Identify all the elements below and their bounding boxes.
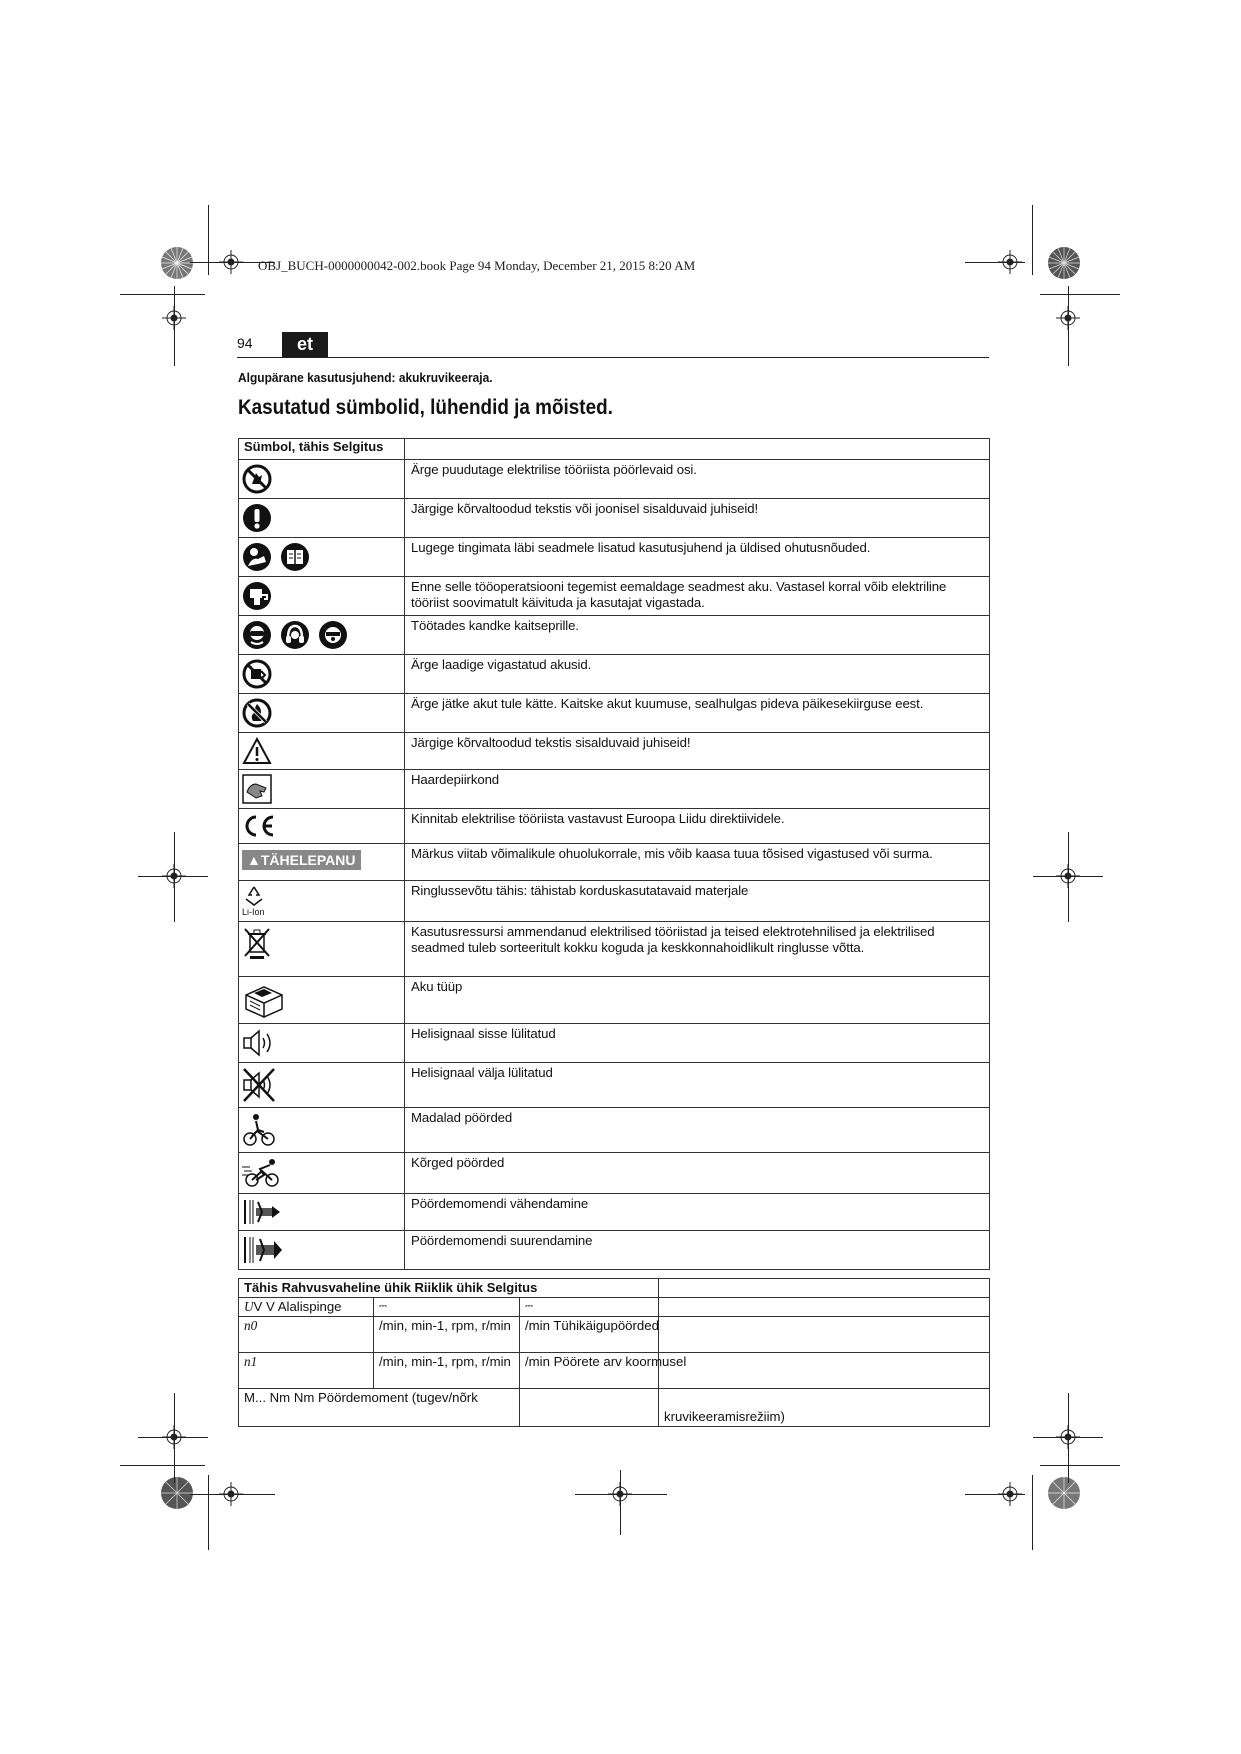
symbols-table	[238, 438, 990, 1270]
table-header: Tähis Rahvusvaheline ühik Riiklik ühik Selgitus	[239, 1279, 659, 1298]
torque-decrease-icon	[242, 1198, 282, 1226]
table-row	[239, 922, 990, 977]
row-description: Järgige kõrvaltoodud tekstis sisalduvaid juhiseid!	[405, 733, 990, 770]
unit-symbol: n1	[244, 1354, 258, 1369]
header-rule	[237, 357, 989, 358]
row-description: Ärge puudutage elektrilise tööriista pöörlevaid osi.	[405, 460, 990, 499]
page-number: 94	[237, 335, 253, 351]
face-protection-icon	[318, 620, 348, 650]
slow-bicycle-icon	[242, 1112, 276, 1148]
section-title: Kasutatud sümbolid, lühendid ja mõisted.	[238, 396, 613, 419]
no-damaged-battery-icon	[242, 659, 272, 689]
table-row	[239, 733, 990, 770]
table-row	[239, 577, 990, 616]
attention-badge: ▲TÄHELEPANU	[242, 850, 361, 870]
table-row	[239, 809, 990, 844]
row-description: Haardepiirkond	[405, 770, 990, 809]
remove-battery-icon	[242, 581, 272, 611]
unit-international: ⎓	[374, 1298, 520, 1317]
table-row	[239, 616, 990, 655]
table-row	[239, 499, 990, 538]
row-description: Töötades kandke kaitseprille.	[405, 616, 990, 655]
table-header: Sümbol, tähis Selgitus	[239, 439, 405, 460]
unit-symbol: n0	[244, 1318, 258, 1333]
fast-bicycle-icon	[242, 1157, 282, 1189]
recycle-icon	[242, 885, 266, 907]
unit-explanation	[659, 1353, 990, 1389]
registration-rosette-icon	[160, 246, 194, 280]
row-description: Ärge jätke akut tule kätte. Kaitske akut kuumuse, sealhulgas pideva päikesekiirguse eest.	[405, 694, 990, 733]
unit-national	[520, 1389, 659, 1427]
unit-national: ⎓	[520, 1298, 659, 1317]
table-row	[239, 1298, 990, 1317]
weee-bin-icon	[242, 926, 272, 960]
sound-off-icon	[242, 1067, 278, 1103]
unit-national: /min Tühikäigupöörded	[520, 1317, 659, 1353]
table-row	[239, 1317, 990, 1353]
table-header-row	[239, 1279, 990, 1298]
mandatory-icon	[242, 503, 272, 533]
ear-protection-icon	[280, 620, 310, 650]
table-row	[239, 1153, 990, 1194]
no-touch-rotating-icon	[242, 464, 272, 494]
warning-triangle-icon: ▲	[247, 852, 261, 868]
row-description: Madalad pöörded	[405, 1108, 990, 1153]
row-description: Helisignaal välja lülitatud	[405, 1063, 990, 1108]
table-row	[239, 1194, 990, 1231]
sound-on-icon	[242, 1028, 278, 1058]
unit-explanation: kruvikeeramisrežiim)	[659, 1389, 990, 1427]
read-manual-icon	[280, 542, 310, 572]
table-header-row	[239, 439, 990, 460]
document-subtitle: Algupärane kasutusjuhend: akukruvikeeraja.	[238, 370, 493, 385]
table-row	[239, 655, 990, 694]
row-description: Ringlussevõtu tähis: tähistab korduskasutatavaid materjale	[405, 881, 990, 922]
row-description: Pöördemomendi vähendamine	[405, 1194, 990, 1231]
registration-rosette-icon	[1047, 246, 1081, 280]
table-row	[239, 977, 990, 1024]
unit-explanation	[659, 1317, 990, 1353]
unit-description: M... Nm Nm Pöördemoment (tugev/nõrk	[239, 1389, 520, 1427]
unit-description: V V Alalispinge	[253, 1299, 342, 1314]
row-description: Ärge laadige vigastatud akusid.	[405, 655, 990, 694]
table-row	[239, 1389, 990, 1427]
language-badge: et	[282, 332, 328, 357]
table-row	[239, 1063, 990, 1108]
unit-symbol: U	[244, 1299, 254, 1314]
row-description: Kasutusressursi ammendanud elektrilised tööriistad ja teised elektrotehnilised ja elektrilised seadmed tuleb sorteeritult kokku koguda ja keskkonnahoidlikult ringlusse võtta.	[405, 922, 990, 977]
unit-explanation	[659, 1298, 990, 1317]
row-description: Lugege tingimata läbi seadmele lisatud kasutusjuhend ja üldised ohutusnõuded.	[405, 538, 990, 577]
table-row	[239, 694, 990, 733]
print-header: OBJ_BUCH-0000000042-002.book Page 94 Monday, December 21, 2015 8:20 AM	[258, 258, 696, 273]
registration-rosette-icon	[1047, 1476, 1081, 1510]
unit-national: /min Pöörete arv koormusel	[520, 1353, 659, 1389]
read-manual-person-icon	[242, 542, 272, 572]
table-row	[239, 1353, 990, 1389]
table-row	[239, 1108, 990, 1153]
unit-international: /min, min-1, rpm, r/min	[374, 1353, 520, 1389]
ce-mark-icon	[242, 813, 276, 839]
table-row	[239, 844, 990, 881]
grip-area-icon	[242, 774, 272, 804]
li-ion-label: Li-Ion	[242, 907, 265, 917]
table-row	[239, 1024, 990, 1063]
registration-rosette-icon	[160, 1476, 194, 1510]
torque-increase-icon	[242, 1235, 282, 1265]
safety-goggles-icon	[242, 620, 272, 650]
row-description: Aku tüüp	[405, 977, 990, 1024]
units-table	[238, 1278, 990, 1427]
table-row	[239, 1231, 990, 1270]
table-row	[239, 460, 990, 499]
no-fire-icon	[242, 698, 272, 728]
table-row	[239, 770, 990, 809]
battery-pack-icon	[242, 981, 286, 1019]
row-description: Enne selle tööoperatsiooni tegemist eemaldage seadmest aku. Vastasel korral võib elektriline tööriist soovimatult käivituda ja kasutajat vigastada.	[405, 577, 990, 616]
warning-triangle-icon	[242, 737, 272, 765]
row-description: Kinnitab elektrilise tööriista vastavust Euroopa Liidu direktiividele.	[405, 809, 990, 844]
table-row	[239, 881, 990, 922]
row-description: Helisignaal sisse lülitatud	[405, 1024, 990, 1063]
row-description: Kõrged pöörded	[405, 1153, 990, 1194]
row-description: Märkus viitab võimalikule ohuolukorrale, mis võib kaasa tuua tõsised vigastused või surma.	[405, 844, 990, 881]
unit-international: /min, min-1, rpm, r/min	[374, 1317, 520, 1353]
row-description: Pöördemomendi suurendamine	[405, 1231, 990, 1270]
row-description: Järgige kõrvaltoodud tekstis või joonisel sisalduvaid juhiseid!	[405, 499, 990, 538]
table-row	[239, 538, 990, 577]
